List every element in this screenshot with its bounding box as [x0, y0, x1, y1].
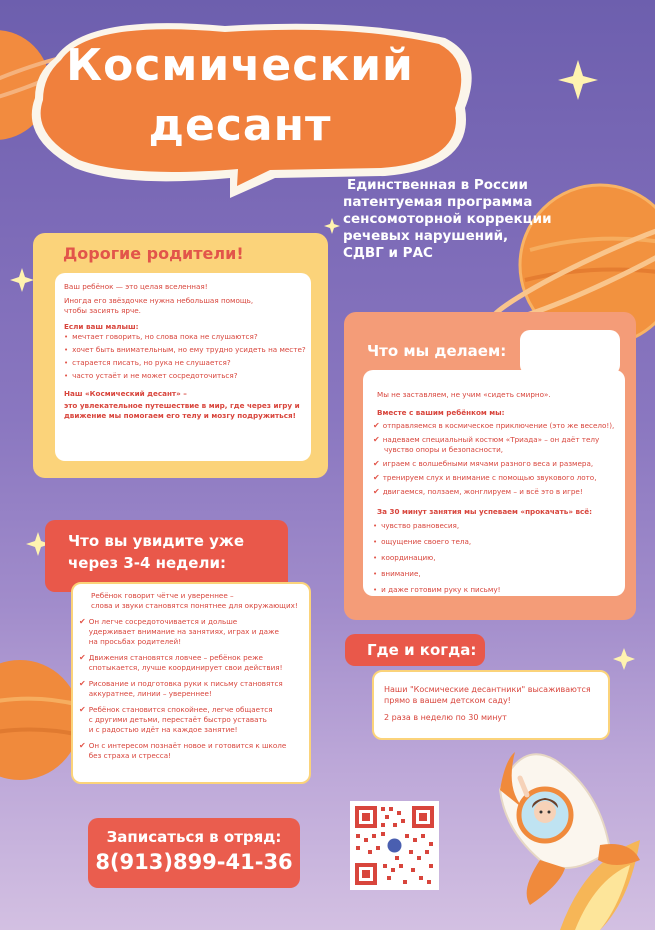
tagline-line: речевых нарушений, [343, 228, 509, 244]
results-intro: слова и звуки становятся понятнее для окружающих! [91, 601, 298, 610]
where-text-box [372, 670, 610, 740]
check-icon: ✔ [79, 705, 86, 714]
list-item: ✔ Рисование и подготовка руки к письму становятся аккуратнее, линии – увереннее! [79, 679, 283, 698]
parents-closing: это увлекательное путешествие в мир, где через игру и [64, 401, 300, 410]
tagline-line: СДВГ и РАС [343, 245, 433, 261]
list-item: • чувство равновесия, [373, 521, 460, 530]
check-icon: ✔ [373, 473, 380, 482]
check-icon: ✔ [373, 459, 380, 468]
signup-phone[interactable]: 8(913)899-41-36 [95, 850, 293, 874]
parents-text [64, 282, 309, 421]
where-line: прямо в вашем детском саду! [384, 696, 511, 705]
parents-list-heading: Если ваш малыш: [64, 322, 139, 331]
tagline-line: сенсомоторной коррекции [343, 211, 552, 227]
parents-paragraph: чтобы засиять ярче. [64, 306, 141, 315]
list-item: ✔ надеваем специальный костюм «Триада» – он даёт телу [373, 435, 600, 444]
list-item: ✔ Он легче сосредоточивается и дольше удерживает внимание на занятиях, играх и даже на просьбах родителей! [79, 617, 279, 646]
list-item: • хочет быть внимательным, но ему трудно усидеть на месте? [64, 345, 306, 354]
check-icon: ✔ [373, 435, 380, 444]
list-item: • и даже готовим руку к письму! [373, 585, 501, 594]
check-icon: ✔ [79, 617, 86, 626]
signup-box[interactable] [88, 818, 300, 888]
what-we-do-subheading: Вместе с вашим ребёнком мы: [377, 408, 505, 417]
tagline [343, 177, 573, 262]
list-item: ✔ играем с волшебными мячами разного веса и размера, [373, 459, 594, 468]
signup-label: Записаться в отряд: [106, 828, 282, 846]
list-item: • часто устаёт и не может сосредоточиться? [64, 371, 238, 380]
title-line-2: десант [148, 100, 332, 151]
list-item: ✔ Он с интересом познаёт новое и готовится к школе без страха и стресса! [79, 741, 287, 760]
qr-code-icon[interactable] [350, 801, 439, 890]
list-item: ✔ Движения становятся ловчее – ребёнок реже спотыкается, лучше координирует свои действия! [79, 653, 283, 672]
results-text-box [71, 582, 311, 784]
what-we-do-pump-heading: За 30 минут занятия мы успеваем «прокачать» всё: [377, 507, 593, 516]
list-item-continued: чувство опоры и безопасности, [384, 445, 504, 454]
list-item: ✔ тренируем слух и внимание с помощью звукового лото, [373, 473, 597, 482]
list-item: ✔ Ребёнок становится спокойнее, легче общается с другими детьми, перестаёт быстро уставать и с радостью идёт на каждое занятие! [79, 705, 273, 734]
title-line-1: Космический [66, 40, 414, 91]
where-line: 2 раза в неделю по 30 минут [384, 713, 507, 722]
tagline-line: Единственная в России [347, 177, 528, 193]
results-heading-line: через 3-4 недели: [68, 554, 226, 572]
what-we-do-tab [520, 330, 620, 375]
results-heading-line: Что вы увидите уже [68, 532, 244, 550]
check-icon: ✔ [373, 421, 380, 430]
parents-closing: Наш «Космический десант» – [64, 389, 187, 398]
parents-text-box [55, 273, 311, 461]
list-item: • ощущение своего тела, [373, 537, 472, 546]
list-item: ✔ двигаемся, ползаем, жонглируем – и всё это в игре! [373, 487, 583, 496]
where-heading: Где и когда: [367, 641, 477, 659]
where-text [384, 684, 591, 723]
results-heading [68, 530, 244, 574]
list-item: • старается писать, но рука не слушается? [64, 358, 231, 367]
what-we-do-intro: Мы не заставляем, не учим «сидеть смирно». [377, 390, 551, 399]
tagline-line: патентуемая программа [343, 194, 533, 210]
parents-closing: движение мы помогаем его телу и мозгу подружиться! [64, 411, 296, 420]
check-icon: ✔ [79, 679, 86, 688]
results-text [79, 591, 309, 761]
check-icon: ✔ [373, 487, 380, 496]
page-title [40, 36, 440, 156]
parents-intro: Ваш ребёнок — это целая вселенная! [64, 282, 208, 291]
where-line: Наши "Космические десантники" высаживаются [384, 685, 591, 694]
what-we-do-text-box [363, 370, 625, 596]
list-item: ✔ отправляемся в космическое приключение (это же весело!), [373, 421, 615, 430]
rocket-icon [500, 752, 640, 930]
planet-icon [0, 660, 80, 780]
what-we-do-heading: Что мы делаем: [367, 342, 507, 360]
results-intro: Ребёнок говорит чётче и увереннее – [91, 591, 234, 600]
check-icon: ✔ [79, 653, 86, 662]
parents-heading: Дорогие родители! [63, 244, 244, 263]
check-icon: ✔ [79, 741, 86, 750]
list-item: • внимание, [373, 569, 421, 578]
list-item: • мечтает говорить, но слова пока не слушаются? [64, 332, 258, 341]
what-we-do-text [373, 390, 623, 595]
list-item: • координацию, [373, 553, 436, 562]
parents-paragraph: Иногда его звёздочке нужна небольшая помощь, [64, 296, 254, 305]
